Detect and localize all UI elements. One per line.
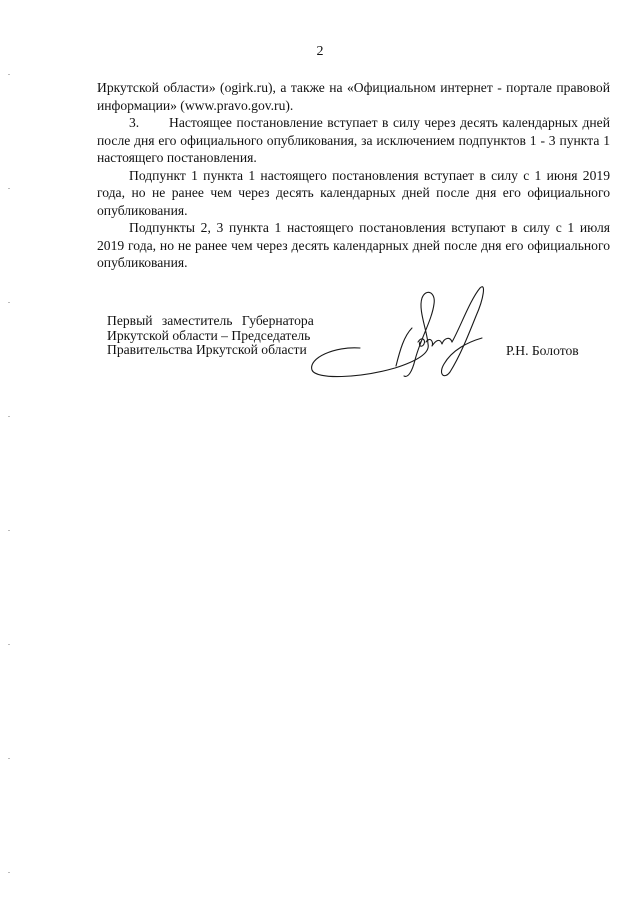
scan-margin-mark [8, 302, 10, 303]
paragraph-subitems-2-3: Подпункты 2, 3 пункта 1 настоящего постановления вступают в силу с 1 июля 2019 года, но не ранее чем через десять календарных дней после дня его официального опубликования. [97, 220, 610, 270]
position-line-3: Правительства Иркутской области [107, 342, 307, 357]
position-line-1: Первый заместитель Губернатора [107, 313, 314, 328]
paragraph-number: 3. [129, 115, 140, 130]
scan-margin-mark [8, 416, 10, 417]
signatory-position [107, 314, 314, 358]
handwritten-signature [300, 280, 500, 390]
paragraph-item-3 [97, 114, 610, 167]
paragraph-subitem-1: Подпункт 1 пункта 1 настоящего постановления вступает в силу с 1 июня 2019 года, но не ранее чем через десять календарных дней после дня его официального опубликования. [97, 167, 610, 218]
position-line-2: Иркутской области – Председатель [107, 327, 311, 343]
scan-margin-mark [8, 188, 10, 189]
scan-margin-mark [8, 74, 10, 75]
document-body [97, 79, 610, 272]
scan-margin-mark [8, 644, 10, 645]
paragraph-publication: Иркутской области» (ogirk.ru), а также на «Официальном интернет - портале правовой информации» (www.pravo.gov.ru). [97, 80, 610, 113]
signer-name: Р.Н. Болотов [506, 343, 579, 358]
paragraph-item-3-text: Настоящее постановление вступает в силу через десять календарных дней после дня его официального опубликования, за исключением подпунктов 1 - 3 пункта 1 настоящего постановления. [97, 115, 610, 165]
scan-margin-mark [8, 758, 10, 759]
page-number: 2 [316, 44, 324, 59]
scan-margin-mark [8, 530, 10, 531]
scan-margin-mark [8, 872, 10, 873]
